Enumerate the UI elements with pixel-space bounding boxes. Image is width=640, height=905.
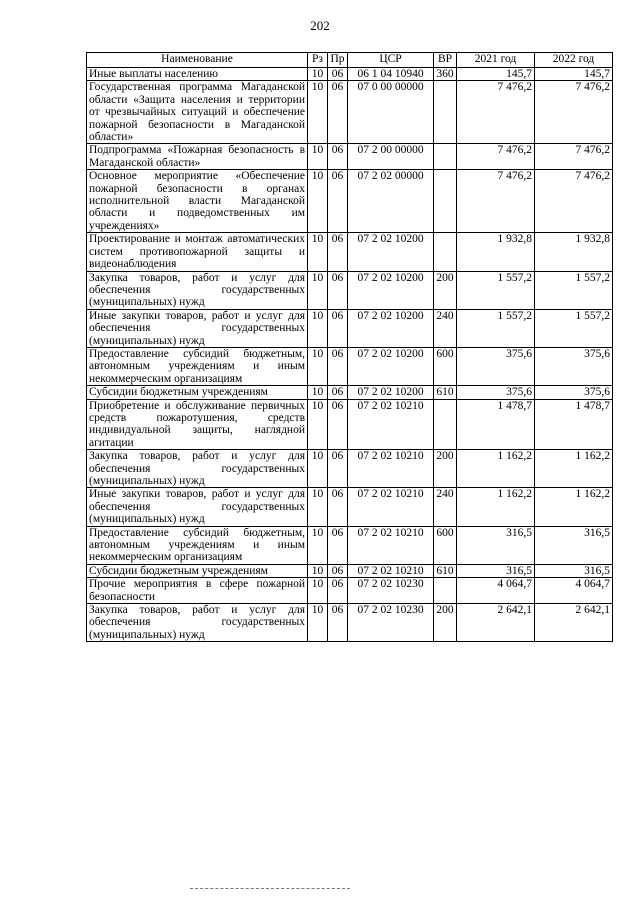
row-2022: 2 642,1 (535, 604, 613, 642)
row-rz: 10 (308, 144, 328, 170)
row-name: Закупка товаров, работ и услуг для обеспечения государственных (муниципальных) нужд (87, 271, 308, 309)
row-vr: 240 (434, 309, 457, 347)
header-2021: 2021 год (457, 53, 535, 68)
row-2021: 4 064,7 (457, 578, 535, 604)
table-row (87, 450, 613, 488)
row-csr: 07 2 02 10210 (348, 488, 434, 526)
row-2021: 1 557,2 (457, 309, 535, 347)
row-rz: 10 (308, 309, 328, 347)
table-row (87, 81, 613, 144)
row-pr: 06 (328, 81, 348, 144)
header-rz: Рз (308, 53, 328, 68)
row-2022: 1 162,2 (535, 450, 613, 488)
row-name: Проектирование и монтаж автоматических систем противопожарной защиты и видеонаблюдения (87, 233, 308, 271)
row-2022: 316,5 (535, 564, 613, 577)
row-pr: 06 (328, 68, 348, 81)
row-vr (434, 578, 457, 604)
row-2021: 7 476,2 (457, 144, 535, 170)
table-row (87, 386, 613, 399)
row-name: Государственная программа Магаданской области «Защита населения и территории от чрезвычайных ситуаций и обеспечение пожарной безопасности в Магаданской области» (87, 81, 308, 144)
row-csr: 06 1 04 10940 (348, 68, 434, 81)
table-row (87, 233, 613, 271)
table-row (87, 488, 613, 526)
row-2022: 375,6 (535, 386, 613, 399)
row-pr: 06 (328, 450, 348, 488)
row-2022: 7 476,2 (535, 170, 613, 233)
row-csr: 07 2 02 10200 (348, 386, 434, 399)
row-pr: 06 (328, 386, 348, 399)
row-2021: 1 932,8 (457, 233, 535, 271)
header-2022: 2022 год (535, 53, 613, 68)
row-csr: 07 2 02 10230 (348, 578, 434, 604)
row-vr: 200 (434, 604, 457, 642)
table-row (87, 271, 613, 309)
row-2022: 7 476,2 (535, 144, 613, 170)
row-2022: 145,7 (535, 68, 613, 81)
row-2021: 316,5 (457, 526, 535, 564)
footer-divider (190, 888, 350, 890)
row-2021: 375,6 (457, 386, 535, 399)
header-csr: ЦСР (348, 53, 434, 68)
row-pr: 06 (328, 604, 348, 642)
row-rz: 10 (308, 271, 328, 309)
row-pr: 06 (328, 347, 348, 385)
row-2021: 375,6 (457, 347, 535, 385)
table-row (87, 399, 613, 450)
row-name: Подпрограмма «Пожарная безопасность в Магаданской области» (87, 144, 308, 170)
row-2022: 316,5 (535, 526, 613, 564)
row-2021: 1 478,7 (457, 399, 535, 450)
row-2021: 7 476,2 (457, 170, 535, 233)
row-csr: 07 2 02 10210 (348, 526, 434, 564)
row-2021: 1 162,2 (457, 488, 535, 526)
row-csr: 07 2 02 00000 (348, 170, 434, 233)
row-pr: 06 (328, 578, 348, 604)
row-pr: 06 (328, 271, 348, 309)
row-name: Иные закупки товаров, работ и услуг для обеспечения государственных (муниципальных) нужд (87, 488, 308, 526)
row-vr: 610 (434, 564, 457, 577)
row-vr: 240 (434, 488, 457, 526)
table-row (87, 68, 613, 81)
row-rz: 10 (308, 450, 328, 488)
row-rz: 10 (308, 386, 328, 399)
row-rz: 10 (308, 526, 328, 564)
row-2022: 1 162,2 (535, 488, 613, 526)
row-name: Приобретение и обслуживание первичных средств пожаротушения, средств индивидуальной защиты, наглядной агитации (87, 399, 308, 450)
row-vr: 360 (434, 68, 457, 81)
budget-table (86, 52, 613, 642)
row-csr: 07 2 02 10210 (348, 564, 434, 577)
row-rz: 10 (308, 170, 328, 233)
row-2021: 316,5 (457, 564, 535, 577)
row-rz: 10 (308, 604, 328, 642)
row-name: Иные выплаты населению (87, 68, 308, 81)
row-vr: 600 (434, 347, 457, 385)
row-2022: 7 476,2 (535, 81, 613, 144)
row-pr: 06 (328, 399, 348, 450)
row-name: Прочие мероприятия в сфере пожарной безопасности (87, 578, 308, 604)
row-csr: 07 2 00 00000 (348, 144, 434, 170)
row-2022: 1 932,8 (535, 233, 613, 271)
row-name: Закупка товаров, работ и услуг для обеспечения государственных (муниципальных) нужд (87, 450, 308, 488)
row-2022: 375,6 (535, 347, 613, 385)
table-row (87, 604, 613, 642)
row-rz: 10 (308, 399, 328, 450)
row-csr: 07 2 02 10200 (348, 309, 434, 347)
row-vr: 610 (434, 386, 457, 399)
row-rz: 10 (308, 233, 328, 271)
page-number: 202 (310, 18, 330, 33)
row-csr: 07 2 02 10200 (348, 233, 434, 271)
table-row (87, 578, 613, 604)
row-name: Предоставление субсидий бюджетным, автономным учреждениям и иным некоммерческим организациям (87, 347, 308, 385)
table-row (87, 309, 613, 347)
row-pr: 06 (328, 144, 348, 170)
row-vr: 200 (434, 271, 457, 309)
row-pr: 06 (328, 170, 348, 233)
row-rz: 10 (308, 81, 328, 144)
row-csr: 07 2 02 10200 (348, 347, 434, 385)
table-row (87, 170, 613, 233)
row-2022: 1 557,2 (535, 309, 613, 347)
row-csr: 07 2 02 10210 (348, 399, 434, 450)
row-2021: 1 557,2 (457, 271, 535, 309)
row-rz: 10 (308, 564, 328, 577)
row-vr: 200 (434, 450, 457, 488)
header-pr: Пр (328, 53, 348, 68)
row-2022: 1 557,2 (535, 271, 613, 309)
row-pr: 06 (328, 309, 348, 347)
row-2022: 4 064,7 (535, 578, 613, 604)
row-vr (434, 233, 457, 271)
row-vr (434, 81, 457, 144)
row-csr: 07 0 00 00000 (348, 81, 434, 144)
row-rz: 10 (308, 347, 328, 385)
row-vr (434, 144, 457, 170)
row-name: Субсидии бюджетным учреждениям (87, 386, 308, 399)
row-2021: 1 162,2 (457, 450, 535, 488)
table-header-row (87, 53, 613, 68)
row-rz: 10 (308, 488, 328, 526)
table-row (87, 526, 613, 564)
row-rz: 10 (308, 578, 328, 604)
row-name: Предоставление субсидий бюджетным, автономным учреждениям и иным некоммерческим организациям (87, 526, 308, 564)
row-name: Иные закупки товаров, работ и услуг для обеспечения государственных (муниципальных) нужд (87, 309, 308, 347)
row-csr: 07 2 02 10200 (348, 271, 434, 309)
header-vr: ВР (434, 53, 457, 68)
row-rz: 10 (308, 68, 328, 81)
row-2021: 145,7 (457, 68, 535, 81)
row-2022: 1 478,7 (535, 399, 613, 450)
table-row (87, 347, 613, 385)
row-pr: 06 (328, 564, 348, 577)
table-row (87, 564, 613, 577)
row-name: Закупка товаров, работ и услуг для обеспечения государственных (муниципальных) нужд (87, 604, 308, 642)
row-vr (434, 399, 457, 450)
row-pr: 06 (328, 488, 348, 526)
row-csr: 07 2 02 10230 (348, 604, 434, 642)
table-row (87, 144, 613, 170)
row-pr: 06 (328, 233, 348, 271)
row-name: Основное мероприятие «Обеспечение пожарной безопасности в органах исполнительной власти Магаданской области и подведомственных им учреждениях» (87, 170, 308, 233)
row-pr: 06 (328, 526, 348, 564)
row-2021: 2 642,1 (457, 604, 535, 642)
row-name: Субсидии бюджетным учреждениям (87, 564, 308, 577)
row-vr: 600 (434, 526, 457, 564)
row-vr (434, 170, 457, 233)
header-name: Наименование (87, 53, 308, 68)
row-csr: 07 2 02 10210 (348, 450, 434, 488)
row-2021: 7 476,2 (457, 81, 535, 144)
